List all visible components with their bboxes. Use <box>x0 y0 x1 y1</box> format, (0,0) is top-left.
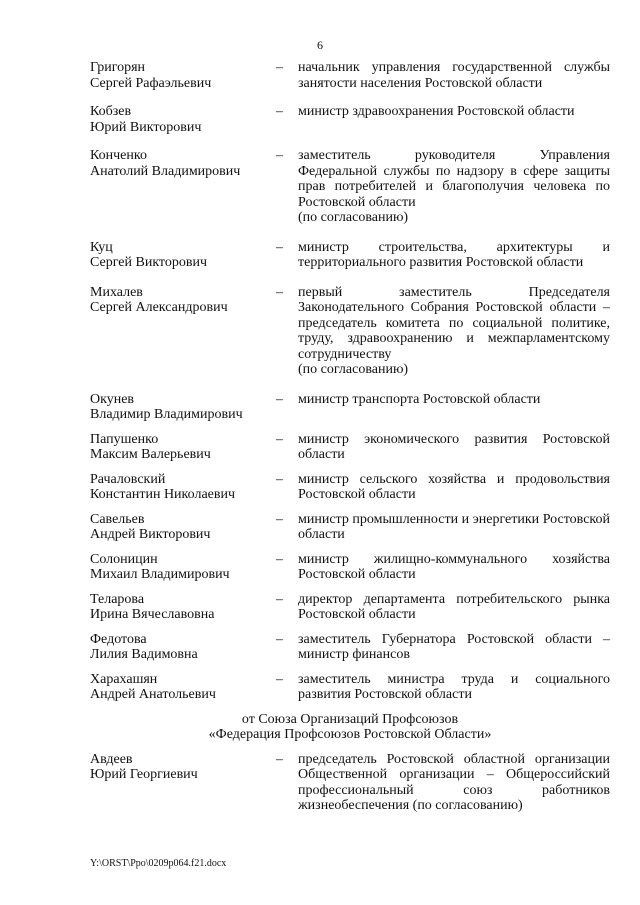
member-name: Михалев Сергей Александрович <box>90 284 228 315</box>
list-item <box>90 552 610 583</box>
member-position: заместитель Губернатора Ростовской области – министр финансов <box>298 631 610 662</box>
list-item <box>90 104 610 135</box>
list-item <box>90 592 610 623</box>
page-number: 6 <box>317 38 323 52</box>
member-position: министр жилищно-коммунального хозяйства Ростовской области <box>298 551 610 582</box>
dash: – <box>276 60 283 75</box>
dash: – <box>276 148 283 163</box>
list-item <box>90 632 610 663</box>
dash: – <box>276 551 283 567</box>
dash: – <box>276 471 283 487</box>
member-name: Солоницин Михаил Владимирович <box>90 551 230 582</box>
member-position: заместитель министра труда и социального развития Ростовской области <box>298 671 610 702</box>
member-name: Савельев Андрей Викторович <box>90 511 211 542</box>
member-name: Рачаловский Константин Николаевич <box>90 471 236 502</box>
list-item <box>90 285 610 378</box>
list-item <box>90 240 610 271</box>
dash: – <box>276 591 283 607</box>
member-name: Григорян Сергей Рафаэльевич <box>90 60 212 91</box>
member-position: министр промышленности и энергетики Ростовской области <box>298 511 610 542</box>
member-name: Авдеев Юрий Георгиевич <box>90 751 198 782</box>
member-name: Кобзев Юрий Викторович <box>90 104 202 135</box>
member-position: начальник управления государственной службы занятости населения Ростовской области <box>298 60 610 91</box>
member-position: председатель Ростовской областной организации Общественной организации – Общероссийский профессиональный союз работников жизнеобеспечения (по согласованию) <box>298 751 610 813</box>
list-item <box>90 752 610 814</box>
member-name: Окунев Владимир Владимирович <box>90 391 243 422</box>
file-path-footer: Y:\ORST\Ppo\0209p064.f21.docx <box>90 858 227 869</box>
section-heading: от Союза Организаций Профсоюзов «Федерация Профсоюзов Ростовской Области» <box>208 711 492 742</box>
dash: – <box>276 104 283 119</box>
member-position: министр сельского хозяйства и продовольствия Ростовской области <box>298 471 610 502</box>
dash: – <box>276 671 283 687</box>
member-name: Федотова Лилия Вадимовна <box>90 631 198 662</box>
dash: – <box>276 431 283 447</box>
member-position: заместитель руководителя Управления Федеральной службы по надзору в сфере защиты прав потребителей и благополучия человека по Ростовской области (по согласованию) <box>298 148 610 225</box>
member-position: министр транспорта Ростовской области <box>298 391 541 407</box>
list-item <box>90 392 610 423</box>
member-name: Куц Сергей Викторович <box>90 239 208 270</box>
dash: – <box>276 391 283 407</box>
dash: – <box>276 751 283 767</box>
member-position: первый заместитель Председателя Законодательного Собрания Ростовской области – председатель комитета по социальной политике, труду, здравоохранению и межпарламентскому сотрудничеству (по согласованию) <box>298 284 610 377</box>
dash: – <box>276 511 283 527</box>
member-name: Харахашян Андрей Анатольевич <box>90 671 216 702</box>
member-position: директор департамента потребительского рынка Ростовской области <box>298 591 610 622</box>
member-list <box>90 60 610 814</box>
member-position: министр строительства, архитектуры и территориального развития Ростовской области <box>298 239 610 270</box>
member-name: Теларова Ирина Вячеславовна <box>90 591 215 622</box>
list-item <box>90 432 610 463</box>
member-name: Папушенко Максим Валерьевич <box>90 431 211 462</box>
dash: – <box>276 631 283 647</box>
dash: – <box>276 239 283 255</box>
member-position: министр здравоохранения Ростовской области <box>298 104 575 119</box>
member-position: министр экономического развития Ростовской области <box>298 431 610 462</box>
list-item <box>90 512 610 543</box>
list-item <box>90 60 610 91</box>
member-name: Конченко Анатолий Владимирович <box>90 148 241 179</box>
dash: – <box>276 284 283 300</box>
list-item <box>90 672 610 703</box>
list-item <box>90 148 610 226</box>
list-item <box>90 472 610 503</box>
